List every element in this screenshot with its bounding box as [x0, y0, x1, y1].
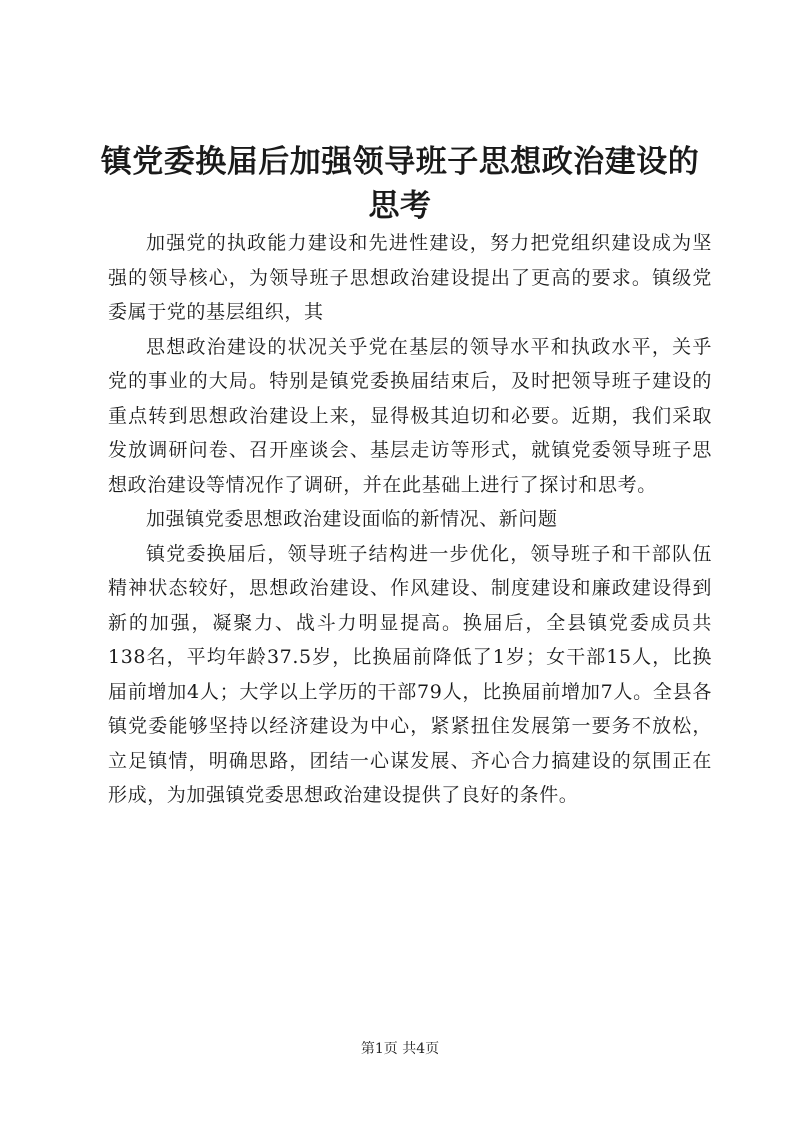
page-number-footer: 第1页 共4页 — [360, 1041, 440, 1057]
paragraph-1: 加强党的执政能力建设和先进性建设，努力把党组织建设成为坚强的领导核心，为领导班子思想政治建设提出了更高的要求。镇级党委属于党的基层组织，其 — [108, 232, 712, 323]
paragraph-2: 思想政治建设的状况关乎党在基层的领导水平和执政水平，关乎党的事业的大局。特别是镇党委换届结束后，及时把领导班子建设的重点转到思想政治建设上来，显得极其迫切和必要。近期，我们采取发放调研问卷、召开座谈会、基层走访等形式，就镇党委领导班子思想政治建设等情况作了调研，并在此基础上进行了探讨和思考。 — [108, 335, 712, 496]
document-body — [108, 226, 712, 813]
page-title: 镇党委换届后加强领导班子思想政治建设的思考 — [100, 144, 700, 224]
section-heading: 加强镇党委思想政治建设面临的新情况、新问题 — [146, 508, 558, 530]
paragraph-3: 镇党委换届后，领导班子结构进一步优化，领导班子和干部队伍精神状态较好，思想政治建设、作风建设、制度建设和廉政建设得到新的加强，凝聚力、战斗力明显提高。换届后，全县镇党委成员共138名，平均年龄37.5岁，比换届前降低了1岁；女干部15人，比换届前增加4人；大学以上学历的干部79人，比换届前增加7人。全县各镇党委能够坚持以经济建设为中心，紧紧扭住发展第一要务不放松，立足镇情，明确思路，团结一心谋发展、齐心合力搞建设的氛围正在形成，为加强镇党委思想政治建设提供了良好的条件。 — [108, 542, 712, 806]
